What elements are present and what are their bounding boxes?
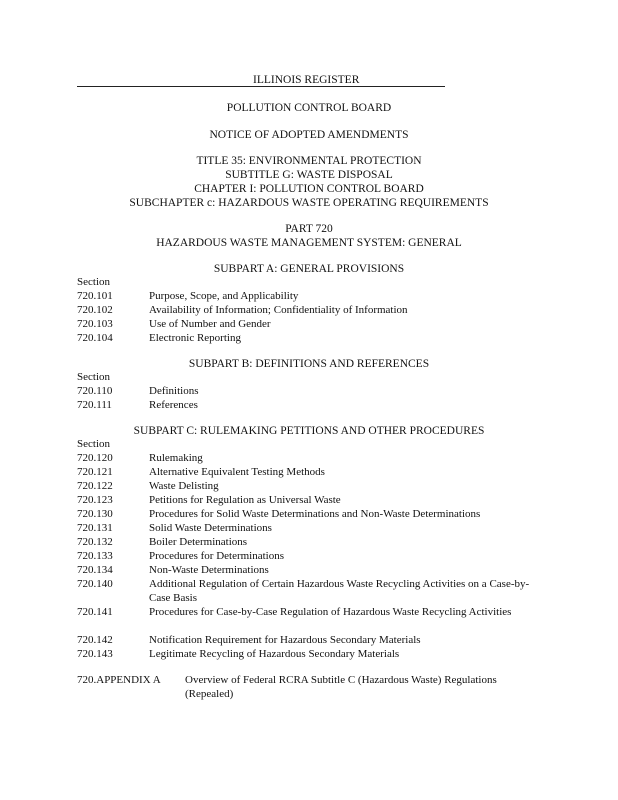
- section-title: Purpose, Scope, and Applicability: [149, 290, 299, 302]
- section-title: Electronic Reporting: [149, 332, 241, 344]
- section-title: Waste Delisting: [149, 480, 219, 492]
- section-number: 720.121: [77, 466, 113, 478]
- section-number: 720.101: [77, 290, 113, 302]
- section-title: References: [149, 399, 198, 411]
- section-label-c: Section: [77, 438, 110, 450]
- section-title: Definitions: [149, 385, 199, 397]
- part-number: PART 720: [285, 223, 333, 235]
- section-title: Notification Requirement for Hazardous Secondary Materials: [149, 634, 421, 646]
- section-title: Non-Waste Determinations: [149, 564, 269, 576]
- section-title: Rulemaking: [149, 452, 203, 464]
- section-number: 720.141: [77, 606, 113, 618]
- section-title: Procedures for Determinations: [149, 550, 285, 562]
- appendix-number: 720.APPENDIX A: [77, 674, 161, 686]
- section-number: 720.110: [77, 385, 113, 397]
- section-number: 720.111: [77, 399, 112, 411]
- subpart-b-title: SUBPART B: DEFINITIONS AND REFERENCES: [188, 358, 430, 370]
- section-title: Additional Regulation of Certain Hazardous Waste Recycling Activities on a Case-by-Case Basis: [149, 578, 530, 604]
- subtitle-heading: SUBTITLE G: WASTE DISPOSAL: [225, 169, 393, 181]
- section-number: 720.102: [77, 304, 113, 316]
- subchapter-heading: SUBCHAPTER c: HAZARDOUS WASTE OPERATING REQUIREMENTS: [129, 197, 489, 209]
- section-title: Petitions for Regulation as Universal Waste: [149, 494, 341, 506]
- subpart-c-title: SUBPART C: RULEMAKING PETITIONS AND OTHER PROCEDURES: [133, 425, 485, 437]
- section-label-a: Section: [77, 276, 110, 288]
- section-number: 720.131: [77, 522, 113, 534]
- section-title: Availability of Information; Confidentiality of Information: [149, 304, 408, 316]
- section-number: 720.143: [77, 648, 113, 660]
- section-title: Solid Waste Determinations: [149, 522, 272, 534]
- appendix-title: Overview of Federal RCRA Subtitle C (Hazardous Waste) Regulations (Repealed): [185, 674, 497, 700]
- section-number: 720.134: [77, 564, 113, 576]
- section-title: Use of Number and Gender: [149, 318, 271, 330]
- chapter-heading: CHAPTER I: POLLUTION CONTROL BOARD: [194, 183, 424, 195]
- section-number: 720.140: [77, 578, 113, 590]
- section-number: 720.132: [77, 536, 113, 548]
- section-number: 720.120: [77, 452, 113, 464]
- register-header: ILLINOIS REGISTER: [253, 74, 360, 86]
- board-name: POLLUTION CONTROL BOARD: [226, 102, 392, 114]
- section-title: Procedures for Solid Waste Determinations and Non-Waste Determinations: [149, 508, 481, 520]
- title-heading: TITLE 35: ENVIRONMENTAL PROTECTION: [196, 155, 422, 167]
- part-title: HAZARDOUS WASTE MANAGEMENT SYSTEM: GENERAL: [156, 237, 462, 249]
- section-title: Procedures for Case-by-Case Regulation of Hazardous Waste Recycling Activities: [149, 606, 512, 618]
- section-number: 720.103: [77, 318, 113, 330]
- section-title: Alternative Equivalent Testing Methods: [149, 466, 325, 478]
- header-rule: [77, 86, 445, 87]
- section-number: 720.130: [77, 508, 113, 520]
- section-number: 720.122: [77, 480, 113, 492]
- notice-title: NOTICE OF ADOPTED AMENDMENTS: [209, 129, 409, 141]
- section-title: Legitimate Recycling of Hazardous Secondary Materials: [149, 648, 400, 660]
- section-number: 720.123: [77, 494, 113, 506]
- subpart-a-title: SUBPART A: GENERAL PROVISIONS: [213, 263, 405, 275]
- section-number: 720.133: [77, 550, 113, 562]
- section-title: Boiler Determinations: [149, 536, 248, 548]
- section-label-b: Section: [77, 371, 110, 383]
- section-number: 720.142: [77, 634, 113, 646]
- section-number: 720.104: [77, 332, 113, 344]
